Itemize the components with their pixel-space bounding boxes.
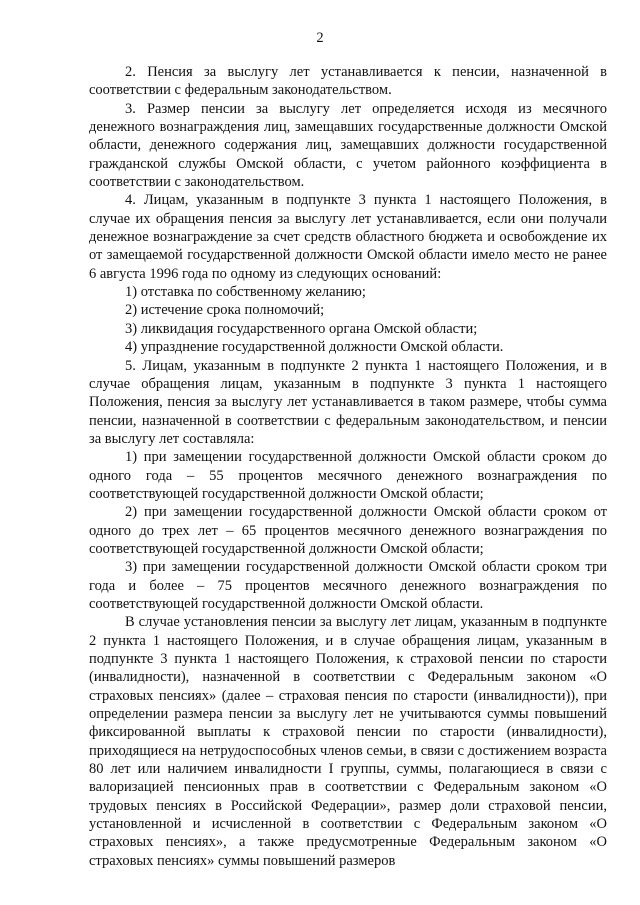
document-body [89, 63, 607, 870]
paragraph-3-pension-size: 3. Размер пенсии за выслугу лет определяется исходя из месячного денежного вознаграждения лиц, замещавших государственные должности Омской области, денежного содержания лиц, замещавших должности государственной гражданской службы Омской области, с учетом районного коэффициента в соответствии с законодательством. [89, 100, 607, 191]
list-item-resignation: 1) отставка по собственному желанию; [125, 284, 366, 301]
subitem-up-to-one-year: 1) при замещении государственной должности Омской области сроком до одного года – 55 процентов месячного денежного вознаграждения по соответствующей государственной должности Омской области; [89, 449, 607, 502]
paragraph-5-pension-amount: 5. Лицам, указанным в подпункте 2 пункта 1 настоящего Положения, и в случае обращения лицам, указанным в подпункте 3 пункта 1 настоящего Положения, пенсия за выслугу лет устанавливается в таком размере, чтобы сумма пенсии, назначенной в соответствии с федеральным законодательством, и пенсии за выслугу лет составляла: [89, 357, 607, 447]
list-item-abolition: 4) упразднение государственной должности Омской области. [125, 339, 504, 356]
page-number: 2 [316, 30, 324, 46]
paragraph-2-pension-basis: 2. Пенсия за выслугу лет устанавливается к пенсии, назначенной в соответствии с федеральным законодательством. [89, 64, 607, 99]
list-item-term-expiry: 2) истечение срока полномочий; [125, 302, 325, 319]
paragraph-4-eligibility: 4. Лицам, указанным в подпункте 3 пункта 1 настоящего Положения, в случае их обращения пенсия за выслугу лет устанавливается, если они получали денежное вознаграждение за счет средств областного бюджета и освобождение их от замещаемой государственной должности Омской области имело место не ранее 6 августа 1996 года по одному из следующих оснований: [89, 192, 607, 282]
subitem-one-to-three-years: 2) при замещении государственной должности Омской области сроком от одного до трех лет – 65 процентов месячного денежного вознаграждения по соответствующей государственной должности Омской области; [89, 504, 607, 557]
list-item-liquidation: 3) ликвидация государственного органа Омской области; [125, 320, 478, 337]
subitem-three-years-plus: 3) при замещении государственной должности Омской области сроком три года и более – 75 процентов месячного денежного вознаграждения по соответствующей государственной должности Омской области. [89, 559, 607, 612]
paragraph-insurance-pension: В случае установления пенсии за выслугу лет лицам, указанным в подпункте 2 пункта 1 настоящего Положения, и в случае обращения лицам, указанным в подпункте 3 пункта 1 настоящего Положения, к страховой пенсии по старости (инвалидности), назначенной в соответствии с Федеральным законом «О страховых пенсиях» (далее – страховая пенсия по старости (инвалидности)), при определении размера пенсии за выслугу лет не учитываются суммы повышений фиксированной выплаты к страховой пенсии по старости (инвалидности), приходящиеся на нетрудоспособных членов семьи, в связи с достижением возраста 80 лет или наличием инвалидности I группы, суммы, полагающиеся в связи с валоризацией пенсионных прав в соответствии с Федеральным законом «О трудовых пенсиях в Российской Федерации», размер доли страховой пенсии, установленной и исчисленной в соответствии с Федеральным законом «О страховых пенсиях», а также предусмотренные Федеральным законом «О страховых пенсиях» суммы повышений размеров [89, 614, 607, 869]
